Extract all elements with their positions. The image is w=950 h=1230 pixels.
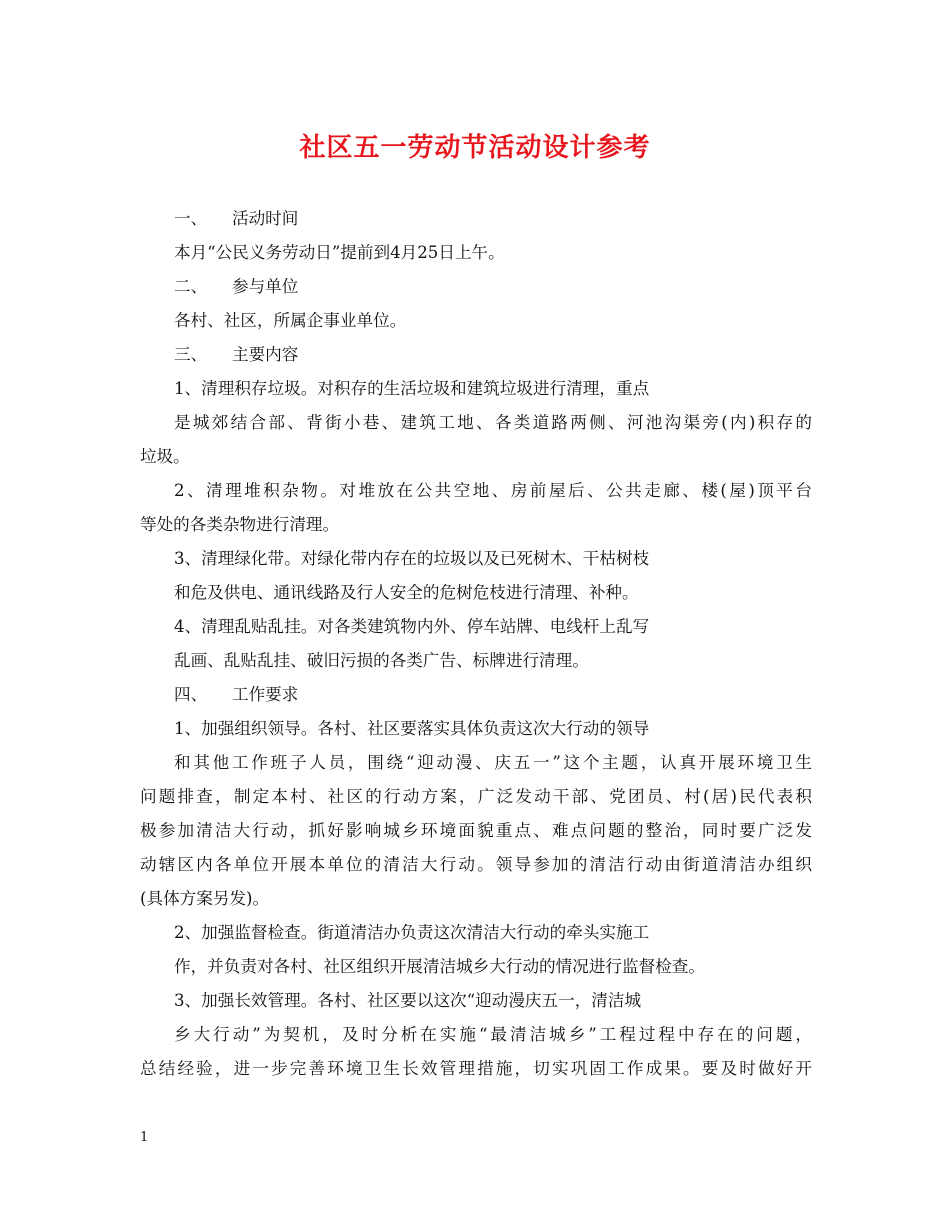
section-number: 二、: [174, 277, 208, 296]
section-title: 参与单位: [232, 277, 299, 296]
paragraph-line: 问题排查，制定本村、社区的行动方案，广泛发动干部、党团员、村(居)民代表积: [140, 787, 812, 806]
paragraph-line: 乡大行动”为契机，及时分析在实施“最清洁城乡”工程过程中存在的问题，: [174, 1025, 812, 1044]
paragraph-line: 4、清理乱贴乱挂。对各类建筑物内外、停车站牌、电线杆上乱写: [174, 617, 650, 636]
paragraph-line: 本月“公民义务劳动日”提前到4月25日上午。: [174, 243, 505, 262]
section-title: 主要内容: [232, 345, 299, 364]
paragraph-line: 2、清理堆积杂物。对堆放在公共空地、房前屋后、公共走廊、楼(屋)顶平台: [174, 481, 812, 500]
paragraph-line: 总结经验，进一步完善环境卫生长效管理措施，切实巩固工作成果。要及时做好开: [140, 1059, 812, 1078]
document-title: 社区五一劳动节活动设计参考: [299, 133, 651, 163]
section-number: 四、: [174, 685, 208, 704]
paragraph-line: 等处的各类杂物进行清理。: [140, 515, 340, 534]
paragraph-line: 3、加强长效管理。各村、社区要以这次“迎动漫庆五一，清洁城: [174, 991, 642, 1010]
section-heading: [140, 678, 812, 712]
paragraph-line: 乱画、乱贴乱挂、破旧污损的各类广告、标牌进行清理。: [174, 651, 589, 670]
paragraph-line: 垃圾。: [140, 447, 190, 466]
paragraph-line: 1、清理积存垃圾。对积存的生活垃圾和建筑垃圾进行清理，重点: [174, 379, 650, 398]
paragraph-line: 是城郊结合部、背街小巷、建筑工地、各类道路两侧、河池沟渠旁(内)积存的: [174, 413, 812, 432]
paragraph-line: 和其他工作班子人员，围绕“迎动漫、庆五一”这个主题，认真开展环境卫生: [174, 753, 812, 772]
paragraph-line: 和危及供电、通讯线路及行人安全的危树危枝进行清理、补种。: [174, 583, 639, 602]
paragraph-line: 2、加强监督检查。街道清洁办负责这次清洁大行动的牵头实施工: [174, 923, 650, 942]
document-body: [140, 202, 812, 1086]
section-heading: [140, 270, 812, 304]
page-number: 1: [140, 1130, 149, 1145]
section-number: 一、: [174, 209, 208, 228]
paragraph-line: 作，并负责对各村、社区组织开展清洁城乡大行动的情况进行监督检查。: [174, 957, 705, 976]
section-title: 活动时间: [232, 209, 299, 228]
section-heading: [140, 202, 812, 236]
paragraph-line: 1、加强组织领导。各村、社区要落实具体负责这次大行动的领导: [174, 719, 650, 738]
paragraph-line: 3、清理绿化带。对绿化带内存在的垃圾以及已死树木、干枯树枝: [174, 549, 650, 568]
section-number: 三、: [174, 345, 208, 364]
paragraph-line: 动辖区内各单位开展本单位的清洁大行动。领导参加的清洁行动由街道清洁办组织: [140, 855, 812, 874]
paragraph-line: (具体方案另发)。: [140, 889, 270, 908]
paragraph-line: 极参加清洁大行动，抓好影响城乡环境面貌重点、难点问题的整治，同时要广泛发: [140, 821, 812, 840]
paragraph-line: 各村、社区，所属企事业单位。: [174, 311, 407, 330]
section-title: 工作要求: [232, 685, 299, 704]
section-heading: [140, 338, 812, 372]
